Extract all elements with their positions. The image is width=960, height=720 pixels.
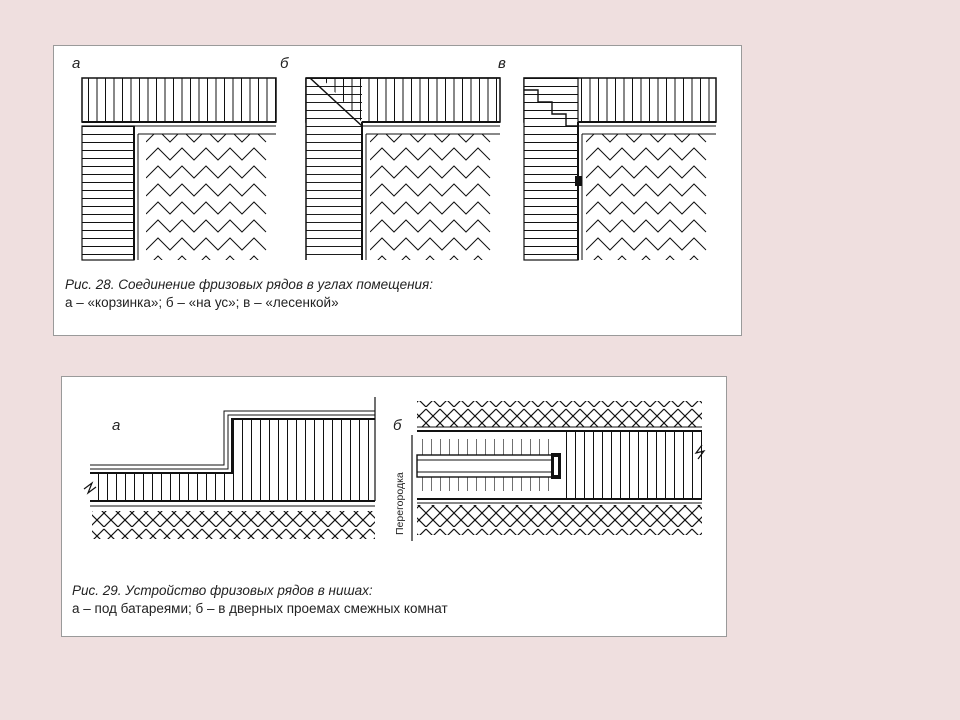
figure-29-caption-text: а – под батареями; б – в дверных проемах смежных комнат: [72, 601, 448, 616]
corner-variant-a: [82, 78, 276, 268]
herringbone-parquet: [586, 130, 706, 268]
figure-28-panel: [53, 45, 742, 336]
label-variant-b: б: [280, 55, 289, 72]
figure-29-caption: [72, 582, 448, 618]
figure-29-panel: [61, 376, 727, 637]
figure-29-caption-title: Рис. 29. Устройство фризовых рядов в нишах:: [72, 583, 373, 598]
corner-variant-v: [524, 78, 716, 268]
figure-28-caption-text: а – «корзинка»; б – «на ус»; в – «лесенкой»: [65, 295, 339, 310]
niche-variant-b: [412, 401, 704, 541]
label-niche-b: б: [393, 417, 402, 434]
label-niche-a: а: [112, 417, 121, 434]
label-variant-v: в: [498, 55, 506, 72]
herringbone-parquet: [370, 130, 490, 268]
figure-28-caption: [65, 276, 433, 312]
figure-28-caption-title: Рис. 28. Соединение фризовых рядов в углах помещения:: [65, 277, 434, 292]
label-variant-a: а: [72, 55, 81, 72]
niche-variant-a: [84, 397, 375, 539]
partition-label: Перегородка: [394, 472, 406, 535]
corner-variant-b: [306, 78, 500, 268]
herringbone-parquet: [146, 130, 266, 268]
